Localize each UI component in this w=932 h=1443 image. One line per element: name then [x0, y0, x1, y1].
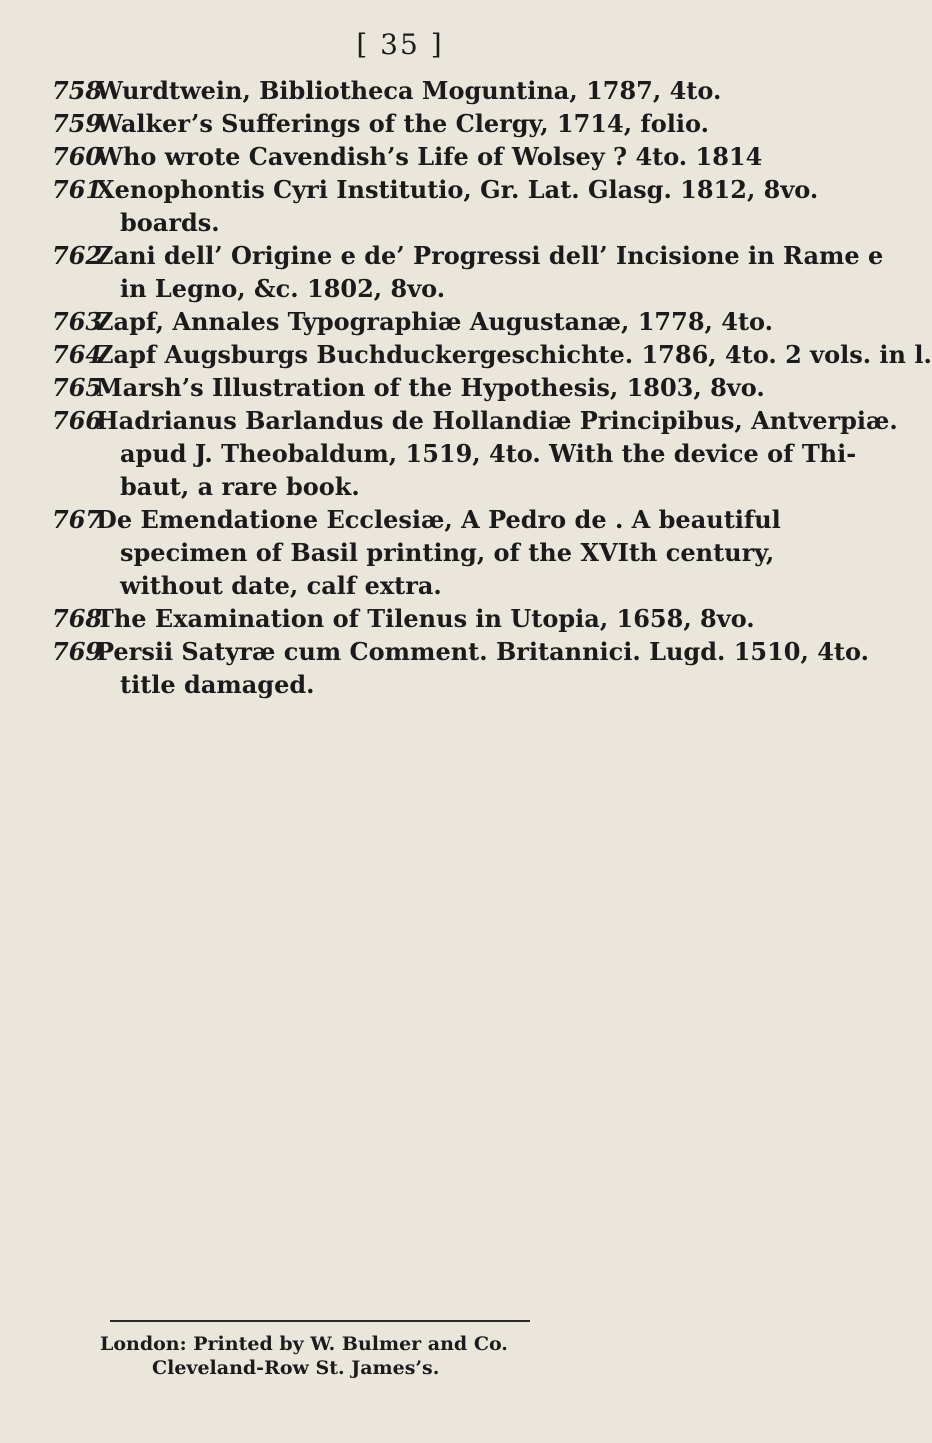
entry-text-line: The Examination of Tilenus in Utopia, 1658, 8vo. [96, 604, 755, 633]
entry-text-line: Zapf Augsburgs Buchduckergeschichte. 1786, 4to. 2 vols. in l. [96, 340, 932, 369]
entry-number: 760 [52, 142, 103, 171]
entry-number: 763 [52, 307, 103, 336]
entry-text-line: Persii Satyræ cum Comment. Britannici. Lugd. 1510, 4to. [96, 637, 869, 666]
entry-text-line: Zani dell’ Origine e de’ Progressi dell’ Incisione in Rame e [96, 241, 884, 270]
entry-number: 764 [52, 340, 103, 369]
entry-number: 758 [52, 76, 103, 105]
entry-text-line: Marsh’s Illustration of the Hypothesis, 1803, 8vo. [96, 373, 765, 402]
entry-number: 762 [52, 241, 103, 270]
catalogue-entry [52, 305, 782, 338]
catalogue-entry [52, 239, 884, 305]
entry-number: 761 [52, 175, 103, 204]
entry-text-line: Xenophontis Cyri Institutio, Gr. Lat. Glasg. 1812, 8vo. [96, 175, 819, 204]
entry-text-line: Zapf, Annales Typographiæ Augustanæ, 1778, 4to. [96, 307, 773, 336]
entry-text-line: without date, calf extra. [120, 571, 442, 600]
entry-number: 768 [52, 604, 103, 633]
entry-text-line: in Legno, &c. 1802, 8vo. [120, 274, 446, 303]
catalogue-entry [52, 404, 898, 503]
entry-text-line: apud J. Theobaldum, 1519, 4to. With the device of Thi- [120, 439, 857, 468]
entry-number: 765 [52, 373, 103, 402]
entry-text-line: specimen of Basil printing, of the XVIth century, [120, 538, 775, 567]
page-number: [ 35 ] [356, 28, 444, 61]
catalogue-entry [52, 635, 869, 701]
entry-number: 766 [52, 406, 103, 435]
catalogue-entry [52, 107, 782, 140]
catalogue-entry [52, 503, 782, 602]
catalogue-entry [52, 338, 932, 371]
entry-list [52, 74, 932, 701]
entry-number: 759 [52, 109, 103, 138]
entry-text-line: Walker’s Sufferings of the Clergy, 1714, folio. [96, 109, 709, 138]
entry-text-line: Who wrote Cavendish’s Life of Wolsey ? 4to. 1814 [96, 142, 763, 171]
catalogue-entry [52, 140, 782, 173]
entry-number: 769 [52, 637, 103, 666]
entry-text-line: baut, a rare book. [120, 472, 360, 501]
catalogue-entry [52, 371, 782, 404]
catalogue-entry [52, 602, 782, 635]
entry-text-line: boards. [120, 208, 220, 237]
entry-text-line: De Emendatione Ecclesiæ, A Pedro de . A beautiful [96, 505, 781, 534]
entry-text-line: Hadrianus Barlandus de Hollandiæ Principibus, Antverpiæ. [96, 406, 898, 435]
imprint-line-2: Cleveland-Row St. James’s. [152, 1357, 440, 1379]
entry-number: 767 [52, 505, 103, 534]
imprint-rule [110, 1320, 530, 1322]
imprint-line-1: London: Printed by W. Bulmer and Co. [100, 1333, 508, 1355]
catalogue-entry [52, 173, 819, 239]
catalogue-entry [52, 74, 782, 107]
entry-text-line: title damaged. [120, 670, 315, 699]
printer-imprint [100, 1320, 660, 1380]
entry-text-line: Wurdtwein, Bibliotheca Moguntina, 1787, 4to. [96, 76, 722, 105]
